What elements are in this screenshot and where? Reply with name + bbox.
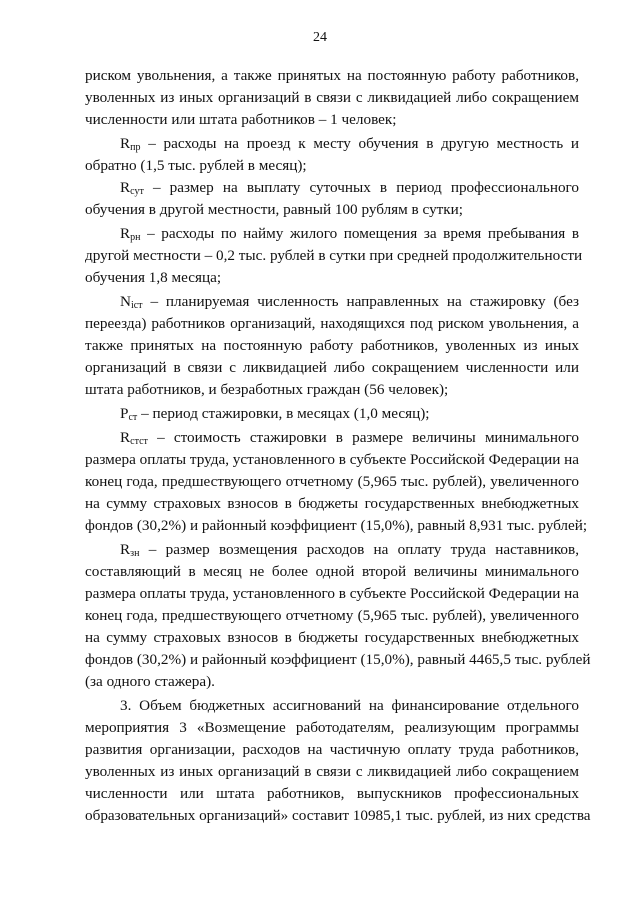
text-line [85, 562, 579, 582]
variable-symbol: N [120, 293, 131, 310]
line-text: (за одного стажера). [85, 673, 215, 690]
line-text: составляющий в месяц не более одной второй величины минимального [85, 563, 579, 580]
line-text: другой местности – 0,2 тыс. рублей в сутки при средней продолжительности [85, 247, 583, 264]
text-line [85, 650, 591, 670]
text-line [120, 224, 579, 244]
line-text: уволенных из иных организаций в связи с ликвидацией либо сокращением [85, 89, 579, 106]
variable-symbol: R [120, 429, 131, 446]
text-line [85, 450, 579, 470]
line-text: – стоимость стажировки в размере величины минимального [147, 429, 579, 446]
line-text: фондов (30,2%) и районный коэффициент (15,0%), равный 8,931 тыс. рублей; [85, 517, 588, 534]
text-line [85, 268, 579, 288]
line-text: переезда) работников организаций, находящихся под риском увольнения, а [85, 315, 579, 332]
text-line [85, 88, 579, 108]
variable-subscript: iст [130, 300, 143, 311]
line-text: – планируемая численность направленных на стажировку (без [142, 293, 579, 310]
variable-subscript: сут [130, 186, 144, 197]
text-line [85, 110, 579, 130]
text-line [85, 156, 579, 176]
text-line [85, 584, 579, 604]
line-text: уволенных из иных организаций в связи с ликвидацией либо сокращением [85, 763, 579, 780]
line-text: – расходы по найму жилого помещения за время пребывания в [140, 225, 579, 242]
variable-subscript: стст [130, 436, 148, 447]
text-line [120, 428, 579, 448]
line-text: также принятых на постоянную работу работников, уволенных из иных [85, 337, 579, 354]
variable-subscript: рн [130, 232, 141, 243]
text-line [85, 784, 579, 804]
text-line [120, 292, 579, 312]
line-text: на сумму страховых взносов в бюджеты государственных внебюджетных [85, 495, 579, 512]
line-text: 3. Объем бюджетных ассигнований на финансирование отдельного [120, 697, 579, 714]
text-line [85, 314, 579, 334]
line-text: – размер возмещения расходов на оплату труда наставников, [139, 541, 579, 558]
text-line [85, 358, 579, 378]
text-line [85, 66, 579, 86]
text-line [120, 178, 579, 198]
line-text: организаций в связи с ликвидацией либо сокращением численности или [85, 359, 579, 376]
variable-subscript: зн [130, 548, 140, 559]
line-text: мероприятия 3 «Возмещение работодателям, реализующим программы [85, 719, 579, 736]
text-line [85, 472, 579, 492]
line-text: конец года, предшествующего отчетному (5,965 тыс. рублей), увеличенного [85, 473, 579, 490]
page-number: 24 [313, 30, 327, 45]
line-text: обратно (1,5 тыс. рублей в месяц); [85, 157, 307, 174]
text-line [120, 404, 579, 424]
text-line [85, 740, 579, 760]
line-text: конец года, предшествующего отчетному (5,965 тыс. рублей), увеличенного [85, 607, 579, 624]
variable-symbol: R [120, 541, 131, 558]
text-line [85, 246, 583, 266]
variable-symbol: R [120, 135, 131, 152]
text-line [85, 628, 579, 648]
line-text: – размер на выплату суточных в период профессионального [143, 179, 579, 196]
text-line [85, 516, 588, 536]
line-text: обучения 1,8 месяца; [85, 269, 222, 286]
line-text: обучения в другой местности, равный 100 рублям в сутки; [85, 201, 464, 218]
line-text: размера оплаты труда, установленного в субъекте Российской Федерации на [85, 585, 580, 602]
variable-symbol: P [120, 405, 129, 422]
line-text: развития организации, расходов на частичную оплату труда работников, [85, 741, 579, 758]
variable-symbol: R [120, 225, 131, 242]
variable-subscript: ст [128, 412, 138, 423]
line-text: риском увольнения, а также принятых на постоянную работу работников, [85, 67, 579, 84]
line-text: фондов (30,2%) и районный коэффициент (15,0%), равный 4465,5 тыс. рублей [85, 651, 591, 668]
text-line [120, 696, 579, 716]
line-text: численности или штата работников – 1 человек; [85, 111, 397, 128]
text-line [85, 718, 579, 738]
variable-subscript: пр [130, 142, 141, 153]
line-text: – период стажировки, в месяцах (1,0 месяц); [137, 405, 430, 422]
text-line [85, 806, 591, 826]
text-line [85, 494, 579, 514]
line-text: на сумму страховых взносов в бюджеты государственных внебюджетных [85, 629, 579, 646]
text-line [85, 606, 579, 626]
line-text: образовательных организаций» составит 10985,1 тыс. рублей, из них средства [85, 807, 591, 824]
line-text: штата работников, и безработных граждан (56 человек); [85, 381, 449, 398]
text-line [85, 200, 579, 220]
text-line [85, 380, 579, 400]
text-line [120, 540, 579, 560]
line-text: размера оплаты труда, установленного в субъекте Российской Федерации на [85, 451, 580, 468]
text-line [85, 672, 579, 692]
line-text: численности или штата работников, выпускников профессиональных [85, 785, 579, 802]
variable-symbol: R [120, 179, 131, 196]
text-line [85, 336, 579, 356]
text-line [85, 762, 579, 782]
line-text: – расходы на проезд к месту обучения в другую местность и [140, 135, 579, 152]
text-line [120, 134, 579, 154]
